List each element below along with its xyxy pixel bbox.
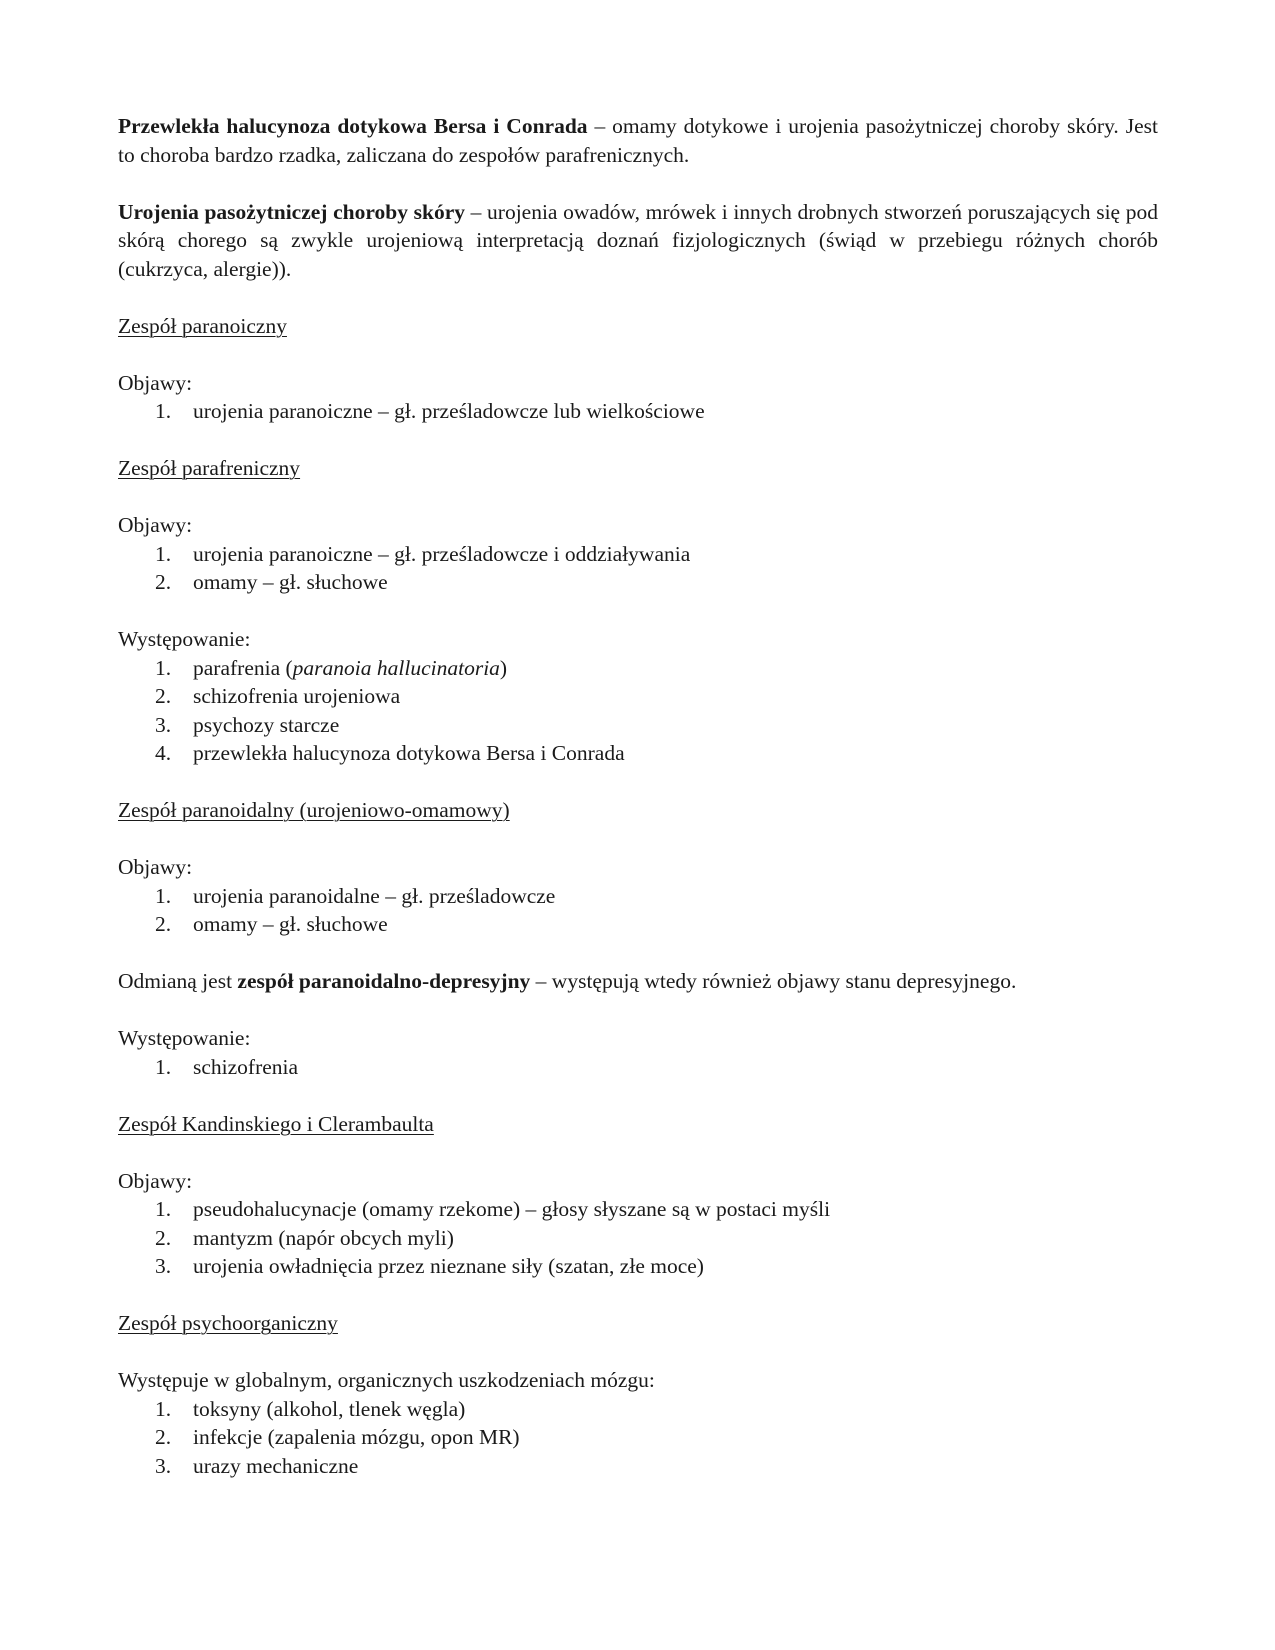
list-text: urojenia paranoiczne – gł. prześladowcze i oddziaływania [193,541,691,566]
odmiana-post: – występują wtedy również objawy stanu depresyjnego. [530,969,1017,993]
list-text-pre: parafrenia ( [193,655,293,680]
list-text: pseudohalucynacje (omamy rzekome) – głosy słyszane są w postaci myśli [193,1197,831,1221]
list-text: psychozy starcze [193,712,340,737]
odmiana-pre: Odmianą jest [118,969,238,993]
list-number: 1. [155,655,172,680]
objawy-label: Objawy: [118,855,193,879]
intro-term-2: Urojenia pasożytniczej choroby skóry [118,199,465,224]
list-text: urazy mechaniczne [193,1453,359,1478]
list-item [118,1195,1158,1224]
objawy-list [118,882,1158,939]
objawy-list [118,1195,1158,1281]
list-item [118,711,1158,740]
odmiana-term: zespół paranoidalno-depresyjny [237,969,531,993]
objawy-list [118,397,1158,426]
list-item [118,654,1158,683]
list-text: toksyny (alkohol, tlenek węgla) [193,1396,466,1421]
list-item [118,882,1158,911]
intro-term-1: Przewlekła halucynoza dotykowa Bersa i Conrada [118,114,588,138]
list-item [118,1053,1158,1082]
section-heading-paranoiczny: Zespół paranoiczny [118,313,287,338]
list-item [118,540,1158,569]
intro-definition-1: – omamy dotykowe i urojenia pasożytniczej choroby skóry. Jest to choroba bardzo rzadka, zaliczana do zespołów parafrenicznych. [118,114,1158,167]
list-number: 2. [155,912,172,936]
list-text: urojenia paranoiczne – gł. prześladowcze lub wielkościowe [193,399,705,423]
list-number: 2. [155,1425,172,1449]
causes-list [118,1395,1158,1481]
list-text: schizofrenia urojeniowa [193,684,401,708]
document-page [118,112,1158,1480]
list-item [118,739,1158,768]
list-text: urojenia paranoidalne – gł. prześladowcze [193,883,556,908]
list-number: 1. [155,1197,172,1221]
wystepowanie-label: Występowanie: [118,627,251,651]
list-text: omamy – gł. słuchowe [193,912,388,936]
odmiana-paragraph [118,967,1158,996]
list-text: schizofrenia [193,1054,299,1079]
list-item [118,397,1158,426]
list-number: 3. [155,712,172,737]
list-number: 2. [155,684,172,708]
section-heading-paranoidalny: Zespół paranoidalny (urojeniowo-omamowy) [118,798,510,822]
list-item [118,682,1158,711]
list-item [118,910,1158,939]
list-number: 3. [155,1254,172,1278]
list-item [118,1423,1158,1452]
objawy-list [118,540,1158,597]
wystepowanie-list [118,654,1158,768]
list-number: 1. [155,1054,172,1079]
list-text-post: ) [499,655,508,680]
list-text: przewlekła halucynoza dotykowa Bersa i Conrada [193,741,625,765]
list-text: infekcje (zapalenia mózgu, opon MR) [193,1425,520,1449]
wystepowanie-label: Występowanie: [118,1026,251,1050]
list-text: omamy – gł. słuchowe [193,570,388,594]
list-item [118,1224,1158,1253]
list-text: mantyzm (napór obcych myli) [193,1225,454,1250]
list-item [118,1252,1158,1281]
wystepuje-intro: Występuje w globalnym, organicznych uszkodzeniach mózgu: [118,1368,655,1392]
intro-definition-2: – urojenia owadów, mrówek i innych drobnych stworzeń poruszających się pod skórą chorego są zwykle urojeniową interpretacją doznań fizjologicznych (świąd w przebiegu różnych chorób (cukrzyca, alergie)). [118,199,1158,281]
list-text-italic: paranoia hallucinatoria [292,655,500,680]
list-number: 2. [155,1225,172,1250]
intro-paragraph-1 [118,112,1158,169]
list-item [118,1395,1158,1424]
list-item [118,1452,1158,1481]
wystepowanie-list [118,1053,1158,1082]
list-number: 3. [155,1453,172,1478]
intro-paragraph-2 [118,198,1158,284]
section-heading-parafreniczny: Zespół parafreniczny [118,456,301,480]
list-number: 1. [155,1396,172,1421]
objawy-label: Objawy: [118,1168,193,1193]
section-heading-kandinskiego: Zespół Kandinskiego i Clerambaulta [118,1111,434,1136]
list-number: 1. [155,883,172,908]
list-number: 4. [155,741,172,765]
section-heading-psychoorganiczny: Zespół psychoorganiczny [118,1311,338,1335]
list-number: 2. [155,570,172,594]
list-number: 1. [155,541,172,566]
objawy-label: Objawy: [118,513,193,537]
list-number: 1. [155,399,172,423]
objawy-label: Objawy: [118,370,193,395]
list-item [118,568,1158,597]
list-text: urojenia owładnięcia przez nieznane siły (szatan, złe moce) [193,1254,704,1278]
